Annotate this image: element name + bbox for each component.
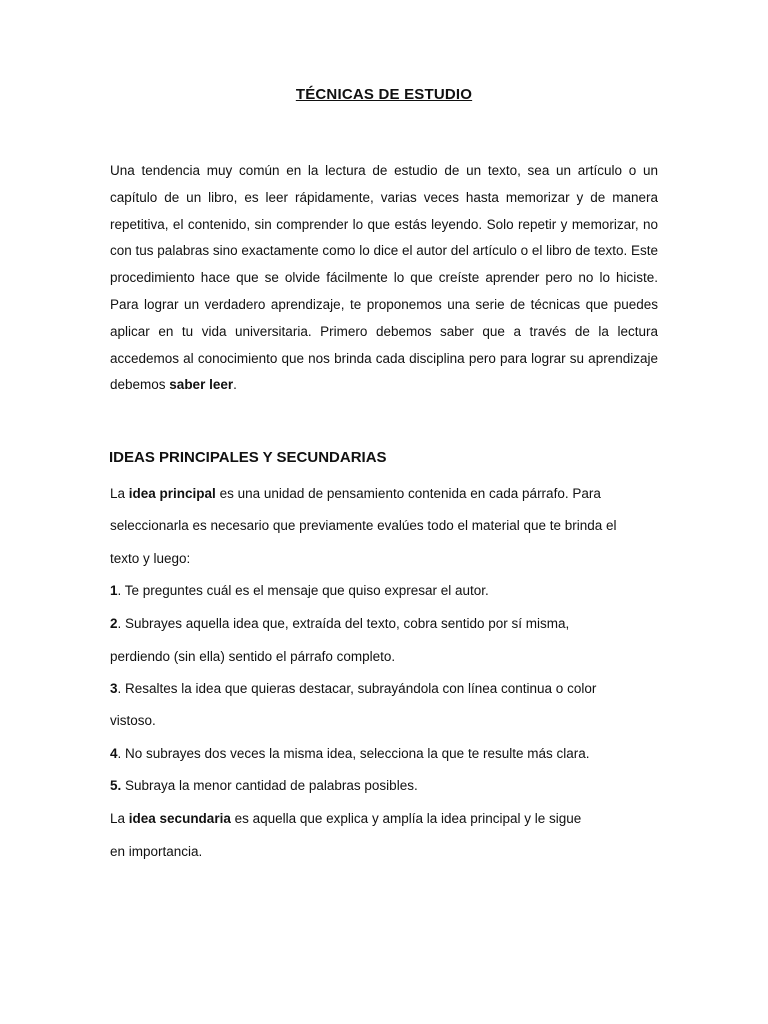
idea-principal-line-1 [110,484,601,504]
list-item-5-text: Subraya la menor cantidad de palabras posibles. [121,778,418,793]
section-heading: IDEAS PRINCIPALES Y SECUNDARIAS [109,449,387,466]
list-item-2 [110,614,569,634]
list-item-3-continuation: vistoso. [110,713,156,728]
list-item-2-continuation: perdiendo (sin ella) sentido el párrafo completo. [110,649,396,664]
idea-principal-line-3: texto y luego: [110,551,191,566]
p1-post: es una unidad de pensamiento contenida en cada párrafo. Para [215,486,601,501]
list-item-3-text: . Resaltes la idea que quieras destacar, subrayándola con línea continua o color [117,681,597,696]
idea-principal-line-2: seleccionarla es necesario que previamente evalúes todo el material que te brinda el [110,518,617,533]
list-item-4-text: . No subrayes dos veces la misma idea, selecciona la que te resulte más clara. [117,746,590,761]
intro-end: . [233,377,237,393]
list-item-1-number: 1 [110,583,118,598]
p2-bold: idea secundaria [128,811,231,826]
list-item-3-number: 3 [110,681,118,696]
list-item-2-text: . Subrayes aquella idea que, extraída del texto, cobra sentido por sí misma, [117,616,570,631]
list-item-4 [110,744,590,764]
intro-paragraph [110,158,658,399]
idea-secundaria-line-1 [110,809,581,829]
list-item-5-number: 5. [110,778,122,793]
document-title: TÉCNICAS DE ESTUDIO [295,86,473,103]
list-item-1-text: . Te preguntes cuál es el mensaje que quiso expresar el autor. [117,583,489,598]
idea-secundaria-line-2: en importancia. [110,844,203,859]
list-item-5 [110,776,418,796]
p1-bold: idea principal [128,486,216,501]
list-item-4-number: 4 [110,746,118,761]
p2-post: es aquella que explica y amplía la idea principal y le sigue [230,811,582,826]
p2-pre: La [110,811,129,826]
intro-bold: saber leer [169,377,234,393]
list-item-3 [110,679,596,699]
p1-pre: La [110,486,129,501]
list-item-2-number: 2 [110,616,118,631]
list-item-1 [110,581,489,601]
intro-text: Una tendencia muy común en la lectura de estudio de un texto, sea un artículo o un capítulo de un libro, es leer rápidamente, varias veces hasta memorizar y de manera repetitiva, el contenido, sin comprender lo que estás leyendo. Solo repetir y memorizar, no con tus palabras sino exactamente como lo dice el autor del artículo o el libro de texto. Este procedimiento hace que se olvide fácilmente lo que creíste aprender pero no lo hiciste. Para lograr un verdadero aprendizaje, te proponemos una serie de técnicas que puedes aplicar en tu vida universitaria. Primero debemos saber que a través de la lectura accedemos al conocimiento que nos brinda cada disciplina pero para lograr su aprendizaje debemos [110,163,658,393]
